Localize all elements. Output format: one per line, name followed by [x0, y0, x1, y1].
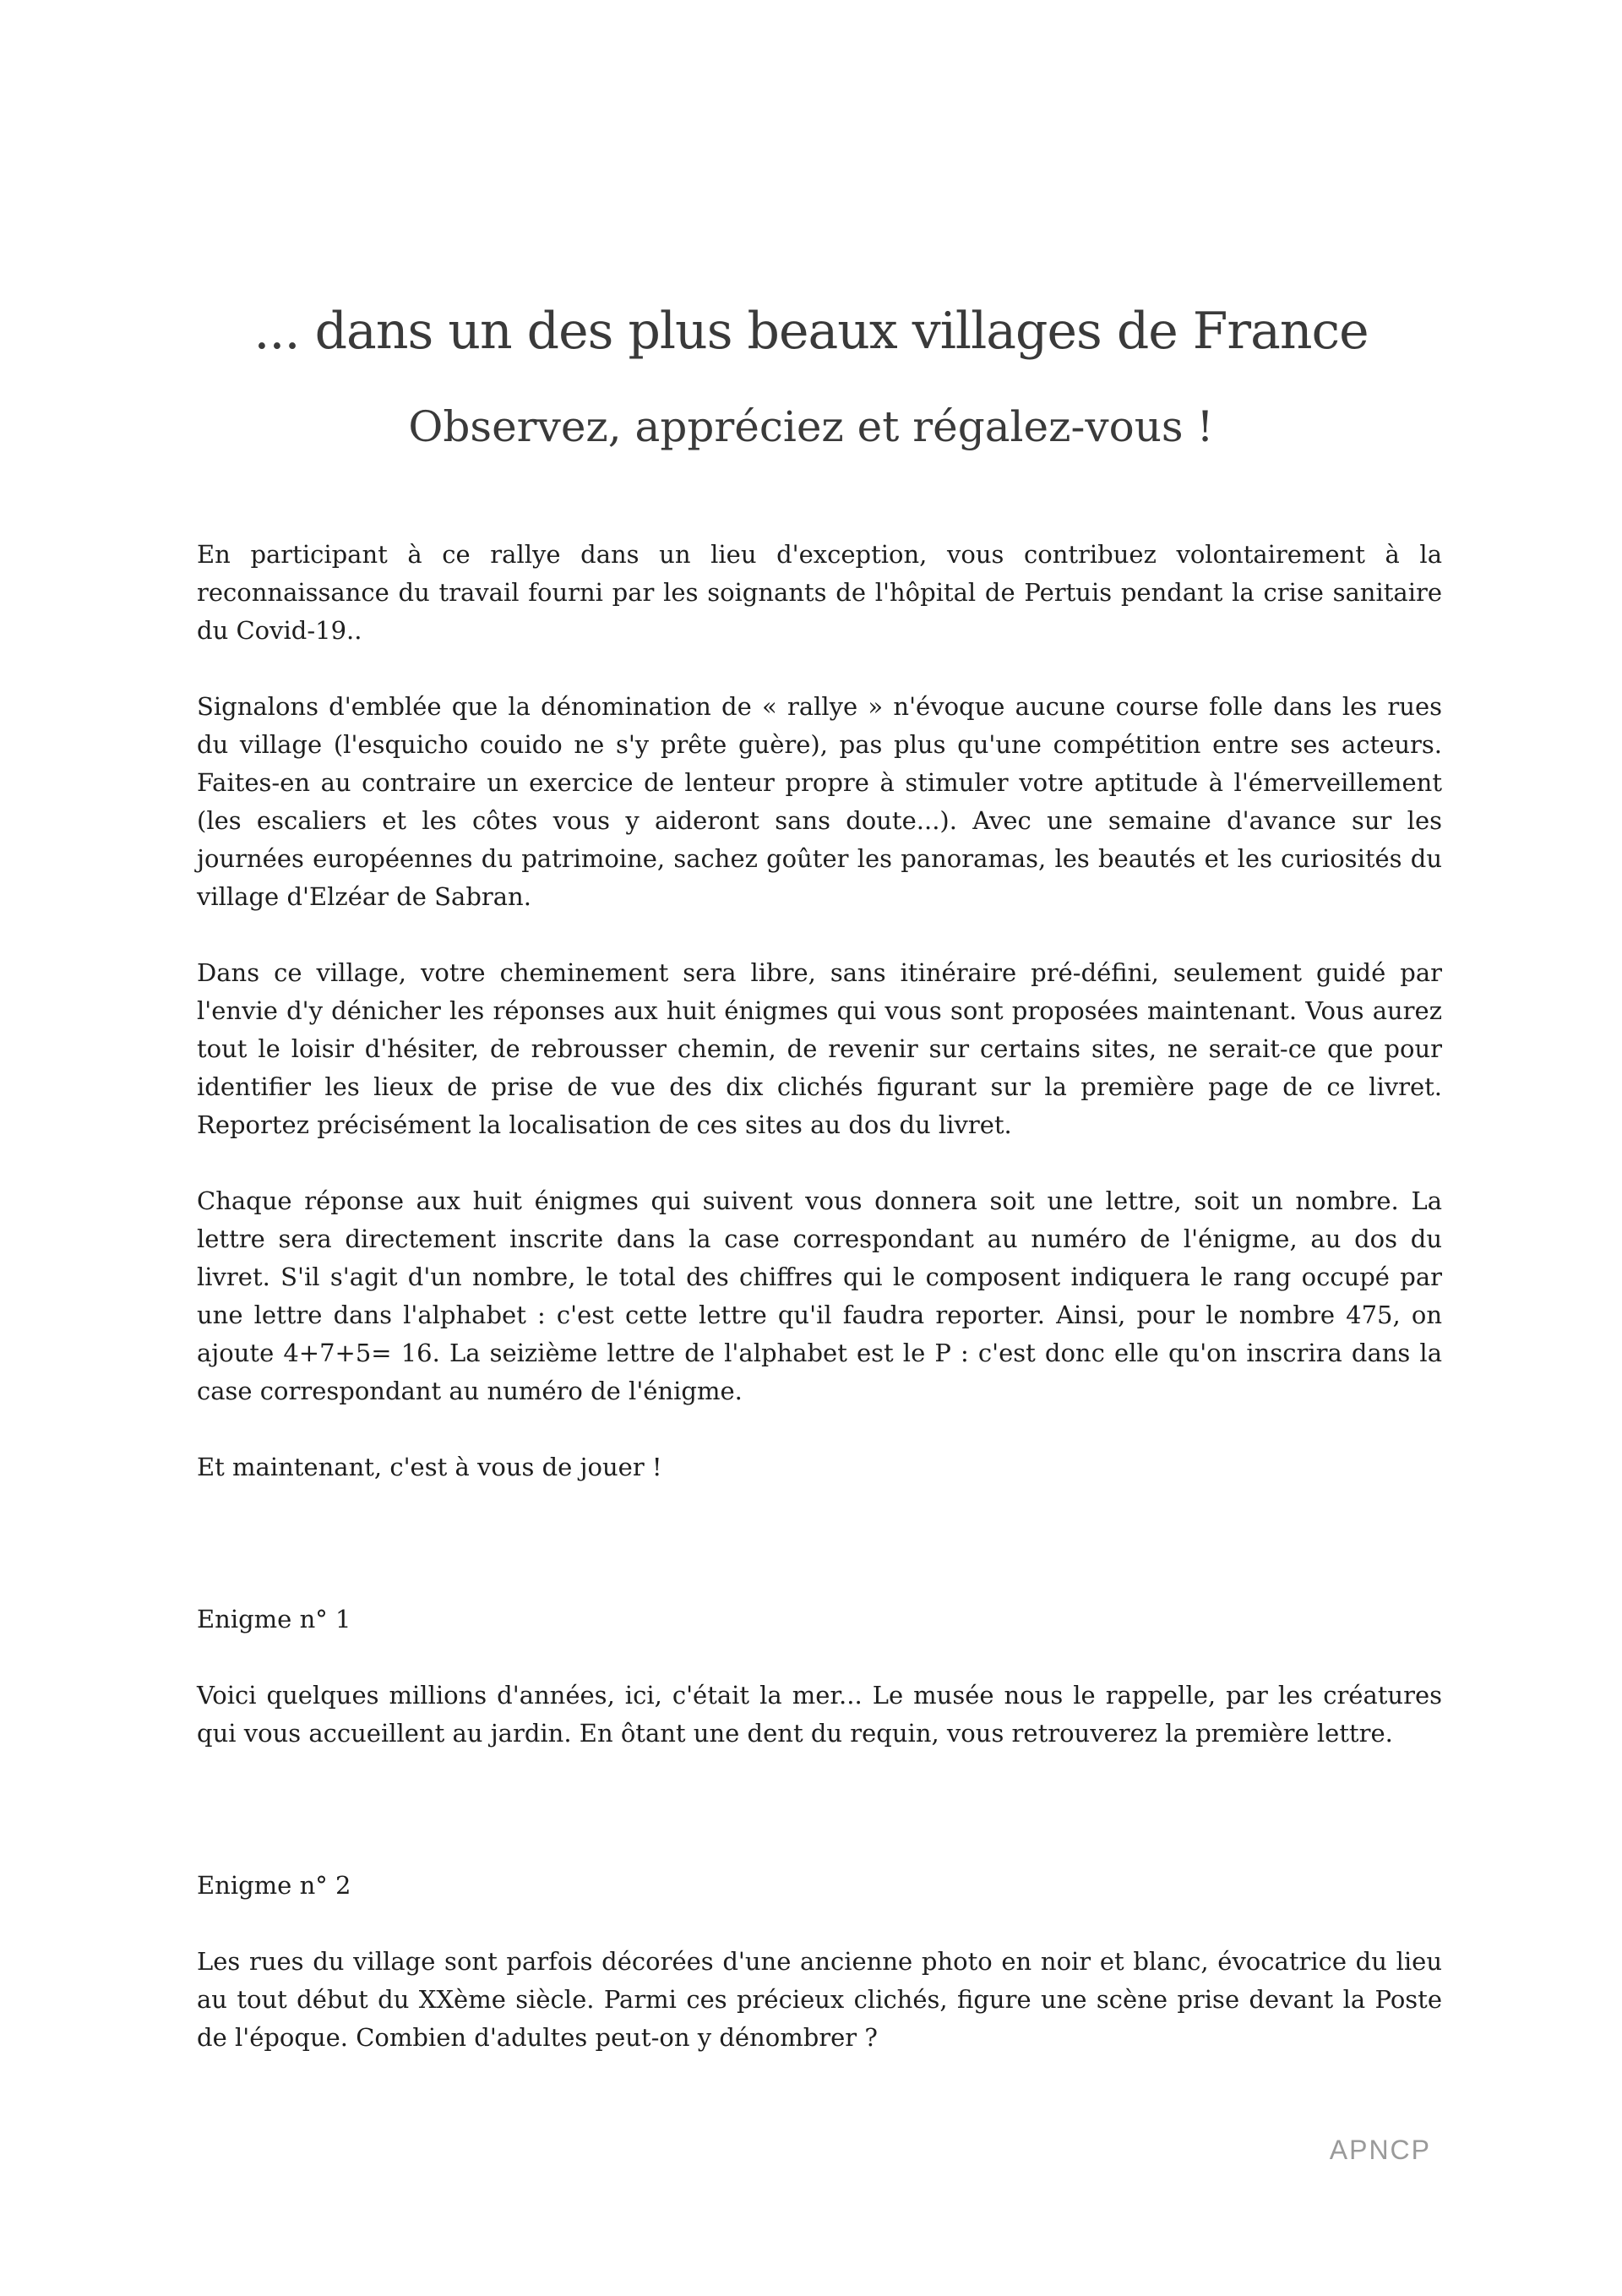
intro-paragraph-5: Et maintenant, c'est à vous de jouer ! [197, 1453, 662, 1481]
enigma-1-heading: Enigme n° 1 [197, 1605, 351, 1633]
intro-paragraph-2: Signalons d'emblée que la dénomination de « rallye » n'évoque aucune course folle dans les rues du village (l'esquicho couido ne s'y prête guère), pas plus qu'une compétition entre ses acteurs. Faites-en au contraire un exercice de lenteur propre à stimuler votre aptitude à l'émerveillement (les escaliers et les côtes vous y aideront sans doute...). Avec une semaine d'avance sur les journées européennes du patrimoine, sachez goûter les panoramas, les beautés et les curiosités du village d'Elzéar de Sabran. [197, 692, 1442, 911]
body-content [197, 536, 1442, 2057]
page-subtitle: Observez, appréciez et régalez-vous ! [408, 402, 1214, 451]
enigma-2-text: Les rues du village sont parfois décorées d'une ancienne photo en noir et blanc, évocatrice du lieu au tout début du XXème siècle. Parmi ces précieux clichés, figure une scène prise devant la Poste de l'époque. Combien d'adultes peut-on y dénombrer ? [197, 1947, 1442, 2052]
intro-paragraph-3: Dans ce village, votre cheminement sera libre, sans itinéraire pré-défini, seulement guidé par l'envie d'y dénicher les réponses aux huit énigmes qui vous sont proposées maintenant. Vous aurez tout le loisir d'hésiter, de rebrousser chemin, de revenir sur certains sites, ne serait-ce que pour identifier les lieux de prise de vue des dix clichés figurant sur la première page de ce livret. Reportez précisément la localisation de ces sites au dos du livret. [197, 958, 1442, 1139]
footer-brand: APNCP [1329, 2135, 1431, 2165]
intro-paragraph-1: En participant à ce rallye dans un lieu d'exception, vous contribuez volontairement à la reconnaissance du travail fourni par les soignants de l'hôpital de Pertuis pendant la crise sanitaire du Covid-19.. [197, 540, 1442, 645]
intro-paragraph-4: Chaque réponse aux huit énigmes qui suivent vous donnera soit une lettre, soit un nombre. La lettre sera directement inscrite dans la case correspondant au numéro de l'énigme, au dos du livret. S'il s'agit d'un nombre, le total des chiffres qui le composent indiquera le rang occupé par une lettre dans l'alphabet : c'est cette lettre qu'il faudra reporter. Ainsi, pour le nombre 475, on ajoute 4+7+5= 16. La seizième lettre de l'alphabet est le P : c'est donc elle qu'on inscrira dans la case correspondant au numéro de l'énigme. [197, 1186, 1442, 1405]
enigma-1-text: Voici quelques millions d'années, ici, c'était la mer... Le musée nous le rappelle, par les créatures qui vous accueillent au jardin. En ôtant une dent du requin, vous retrouverez la première lettre. [197, 1681, 1442, 1748]
page-title: ... dans un des plus beaux villages de France [253, 302, 1369, 361]
enigma-2-heading: Enigme n° 2 [197, 1871, 351, 1900]
